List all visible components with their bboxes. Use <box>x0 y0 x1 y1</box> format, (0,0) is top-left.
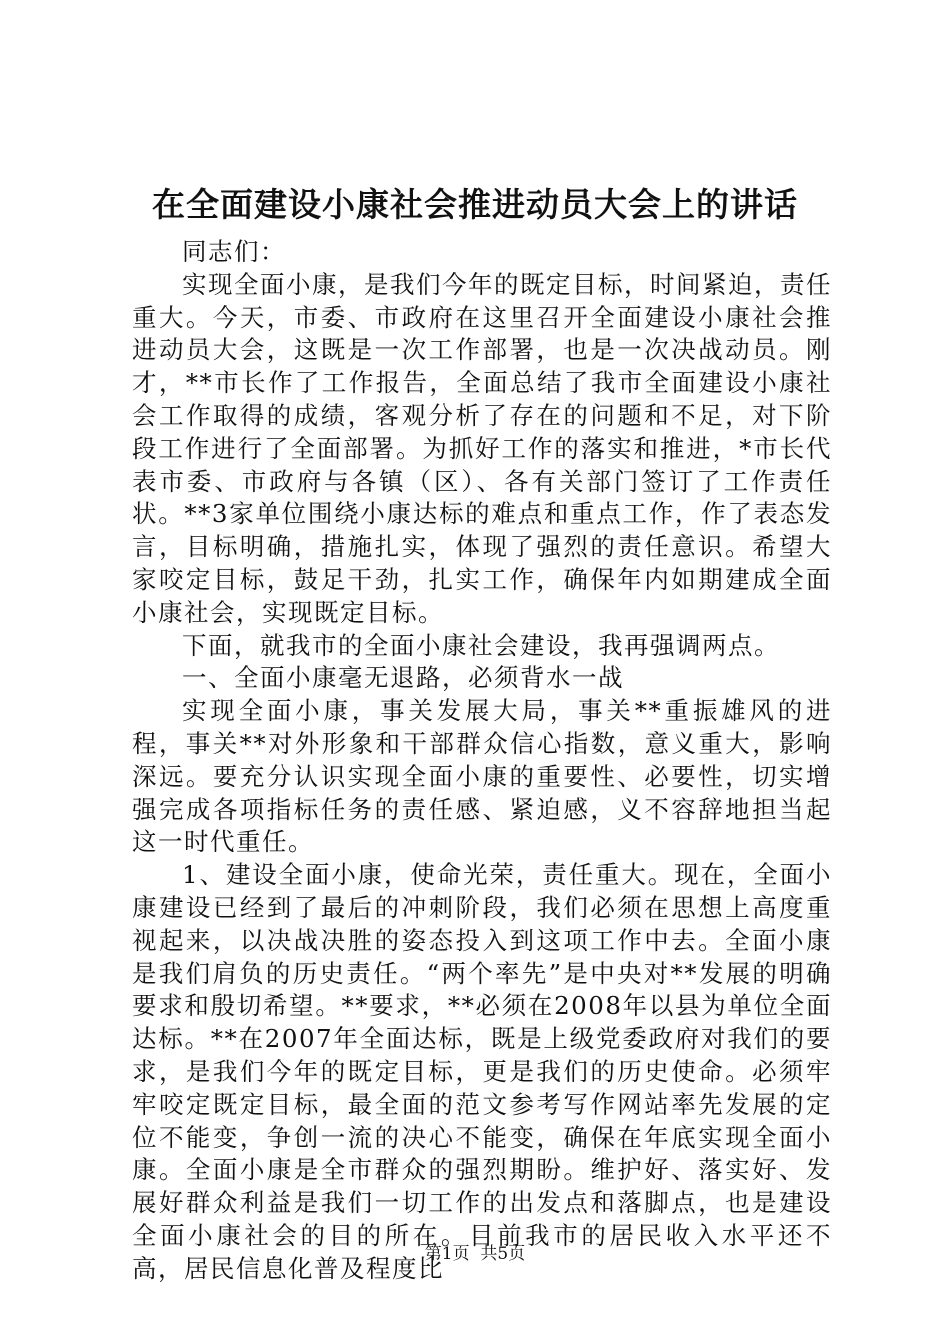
page-title: 在全面建设小康社会推进动员大会上的讲话 <box>152 185 798 224</box>
paragraph-transition: 下面，就我市的全面小康社会建设，我再强调两点。 <box>182 630 780 660</box>
footer-separator <box>470 1244 481 1264</box>
paragraph-significance: 实现全面小康，事关发展大局，事关**重振雄风的进程，事关**对外形象和干部群众信心指数，意义重大，影响深远。要充分认识实现全面小康的重要性、必要性，切实增强完成各项指标任务的责任感、紧迫感，义不容辞地担当起这一时代重任。 <box>132 696 832 857</box>
page-footer <box>0 1242 950 1266</box>
paragraph-point-1: 1、建设全面小康，使命光荣，责任重大。现在，全面小康建设已经到了最后的冲刺阶段，我们必须在思想上高度重视起来，以决战决胜的姿态投入到这项工作中去。全面小康是我们肩负的历史责任。“两个率先”是中央对**发展的明确要求和殷切希望。**要求，**必须在2008年以县为单位全面达标。**在2007年全面达标，既是上级党委政府对我们的要求，是我们今年的既定目标，更是我们的历史使命。必须牢牢咬定既定目标，最全面的范文参考写作网站率先发展的定位不能变，争创一流的决心不能变，确保在年底实现全面小康。全面小康是全市群众的强烈期盼。维护好、落实好、发展好群众利益是我们一切工作的出发点和落脚点，也是建设全面小康社会的目的所在。目前我市的居民收入水平还不高，居民信息化普及程度比 <box>132 860 832 1283</box>
paragraph-intro: 实现全面小康，是我们今年的既定目标，时间紧迫，责任重大。今天，市委、市政府在这里召开全面建设小康社会推进动员大会，这既是一次工作部署，也是一次决战动员。刚才，**市长作了工作报告，全面总结了我市全面建设小康社会工作取得的成绩，客观分析了存在的问题和不足，对下阶段工作进行了全面部署。为抓好工作的落实和推进，*市长代表市委、市政府与各镇（区）、各有关部门签订了工作责任状。**3家单位围绕小康达标的难点和重点工作，作了表态发言，目标明确，措施扎实，体现了强烈的责任意识。希望大家咬定目标，鼓足干劲，扎实工作，确保年内如期建成全面小康社会，实现既定目标。 <box>132 269 832 627</box>
page-total: 共5页 <box>480 1244 526 1264</box>
page-number: 第1页 <box>424 1244 470 1264</box>
document-body <box>132 236 832 1286</box>
section-heading: 一、全面小康毫无退路，必须背水一战 <box>182 663 624 693</box>
salutation: 同志们： <box>182 237 286 266</box>
